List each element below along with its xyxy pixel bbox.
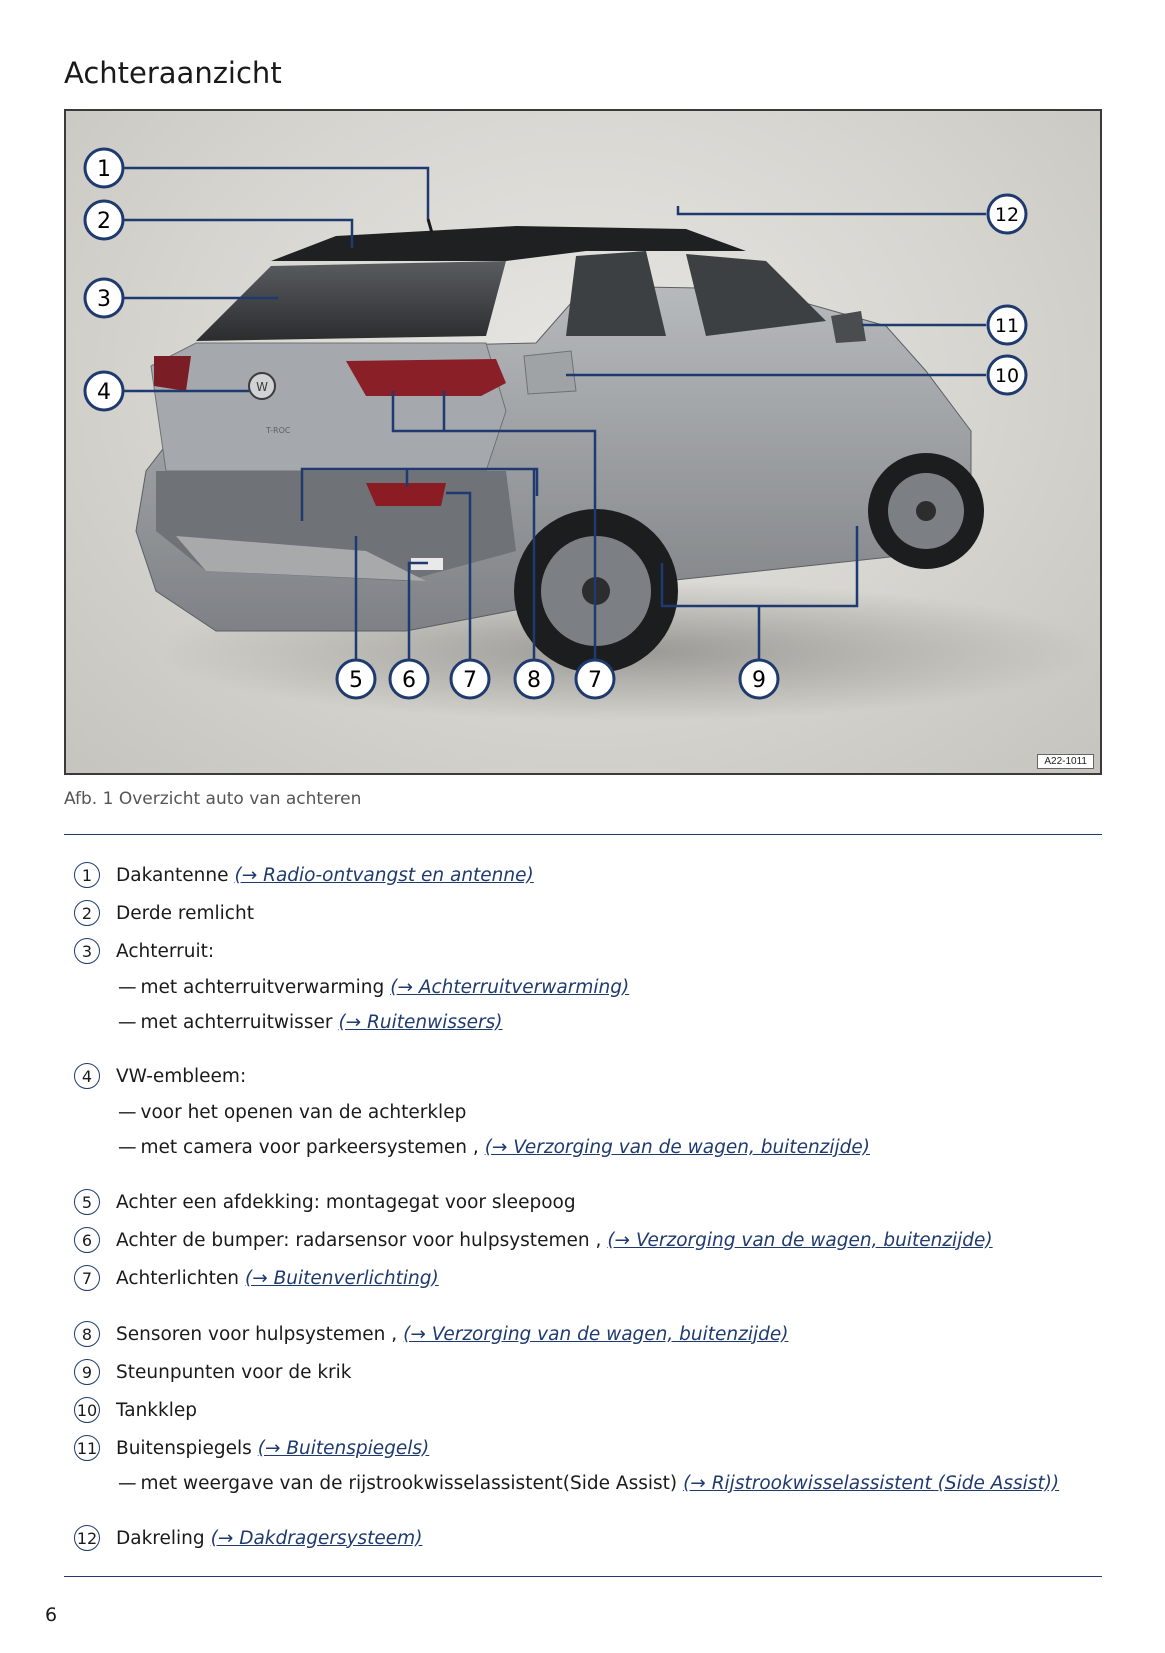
figure-caption: Afb. 1 Overzicht auto van achteren (64, 789, 362, 809)
callout-badge-9 (740, 660, 778, 698)
callout-badge-2 (85, 201, 123, 239)
svg-text:2: 2 (97, 209, 111, 234)
callout-badge-6 (390, 660, 428, 698)
svg-text:4: 4 (97, 380, 111, 405)
link-buitenverlichting[interactable]: (→ Buitenverlichting) (245, 1267, 439, 1289)
callout-badge-5 (337, 660, 375, 698)
legend-subitem: — met weergave van de rijstrookwisselassistent(Side Assist) (→ Rijstrookwisselassistent (Side Assist)) (118, 1473, 1060, 1494)
legend-item: 1 Dakantenne (→ Radio-ontvangst en antenne) (74, 862, 534, 888)
page-number: 6 (45, 1604, 58, 1626)
svg-text:7: 7 (588, 668, 602, 693)
legend-item: 3 Achterruit: (74, 938, 214, 964)
svg-text:11: 11 (994, 315, 1020, 337)
link-achterruitverwarming[interactable]: (→ Achterruitverwarming) (390, 977, 630, 998)
legend-item: 2 Derde remlicht (74, 900, 254, 926)
link-buitenspiegels[interactable]: (→ Buitenspiegels) (257, 1437, 430, 1459)
callout-badge-1 (85, 149, 123, 187)
link-ruitenwissers[interactable]: (→ Ruitenwissers) (338, 1012, 503, 1033)
svg-text:12: 12 (994, 204, 1020, 226)
callout-badge-11 (988, 306, 1026, 344)
link-verzorging-buitenzijde[interactable]: (→ Verzorging van de wagen, buitenzijde) (484, 1137, 871, 1158)
callout-badge-10 (988, 356, 1026, 394)
svg-text:1: 1 (97, 157, 111, 182)
legend-subitem: — met achterruitverwarming (→ Achterruitverwarming) (118, 977, 630, 998)
figure-code: A22-1011 (1037, 754, 1094, 769)
figure-rear-view (64, 109, 1102, 775)
car-illustration (66, 111, 1102, 775)
link-side-assist[interactable]: (→ Rijstrookwisselassistent (Side Assist)) (683, 1473, 1060, 1494)
legend-subitem: — voor het openen van de achterklep (118, 1102, 467, 1123)
svg-text:6: 6 (402, 668, 416, 693)
link-verzorging-buitenzijde[interactable]: (→ Verzorging van de wagen, buitenzijde) (403, 1323, 789, 1345)
svg-text:8: 8 (527, 668, 541, 693)
page-title: Achteraanzicht (64, 56, 282, 90)
link-dakdragersysteem[interactable]: (→ Dakdragersysteem) (210, 1527, 423, 1549)
svg-text:7: 7 (463, 668, 477, 693)
svg-text:W: W (256, 380, 268, 394)
legend-item: 7 Achterlichten (→ Buitenverlichting) (74, 1265, 439, 1291)
callout-badge-7b (576, 660, 614, 698)
legend-subitem: — met achterruitwisser (→ Ruitenwissers) (118, 1012, 503, 1033)
callout-badge-4 (85, 372, 123, 410)
divider-top (64, 834, 1102, 835)
link-radio-antenne[interactable]: (→ Radio-ontvangst en antenne) (234, 864, 534, 886)
legend-item: 11 Buitenspiegels (→ Buitenspiegels) (74, 1435, 429, 1461)
divider-bottom (64, 1576, 1102, 1577)
legend-item: 9 Steunpunten voor de krik (74, 1359, 352, 1385)
callout-badge-12 (988, 195, 1026, 233)
callout-badge-7a (451, 660, 489, 698)
legend-item: 6 Achter de bumper: radarsensor voor hulpsystemen , (→ Verzorging van de wagen, buitenzijde) (74, 1227, 993, 1253)
callout-badge-3 (85, 279, 123, 317)
legend-item: 4 VW-embleem: (74, 1063, 246, 1089)
car-model-badge: T-ROC (266, 426, 291, 435)
legend-item: 5 Achter een afdekking: montagegat voor sleepoog (74, 1189, 576, 1215)
legend-item: 8 Sensoren voor hulpsystemen , (→ Verzorging van de wagen, buitenzijde) (74, 1321, 788, 1347)
legend-item: 12 Dakreling (→ Dakdragersysteem) (74, 1525, 422, 1551)
svg-text:5: 5 (349, 668, 363, 693)
svg-text:9: 9 (752, 668, 766, 693)
link-verzorging-buitenzijde[interactable]: (→ Verzorging van de wagen, buitenzijde) (607, 1229, 993, 1251)
callout-badge-8 (515, 660, 553, 698)
legend-subitem: — met camera voor parkeersystemen , (→ Verzorging van de wagen, buitenzijde) (118, 1137, 871, 1158)
svg-text:3: 3 (97, 287, 111, 312)
svg-text:10: 10 (994, 365, 1020, 387)
legend-item: 10 Tankklep (74, 1397, 197, 1423)
